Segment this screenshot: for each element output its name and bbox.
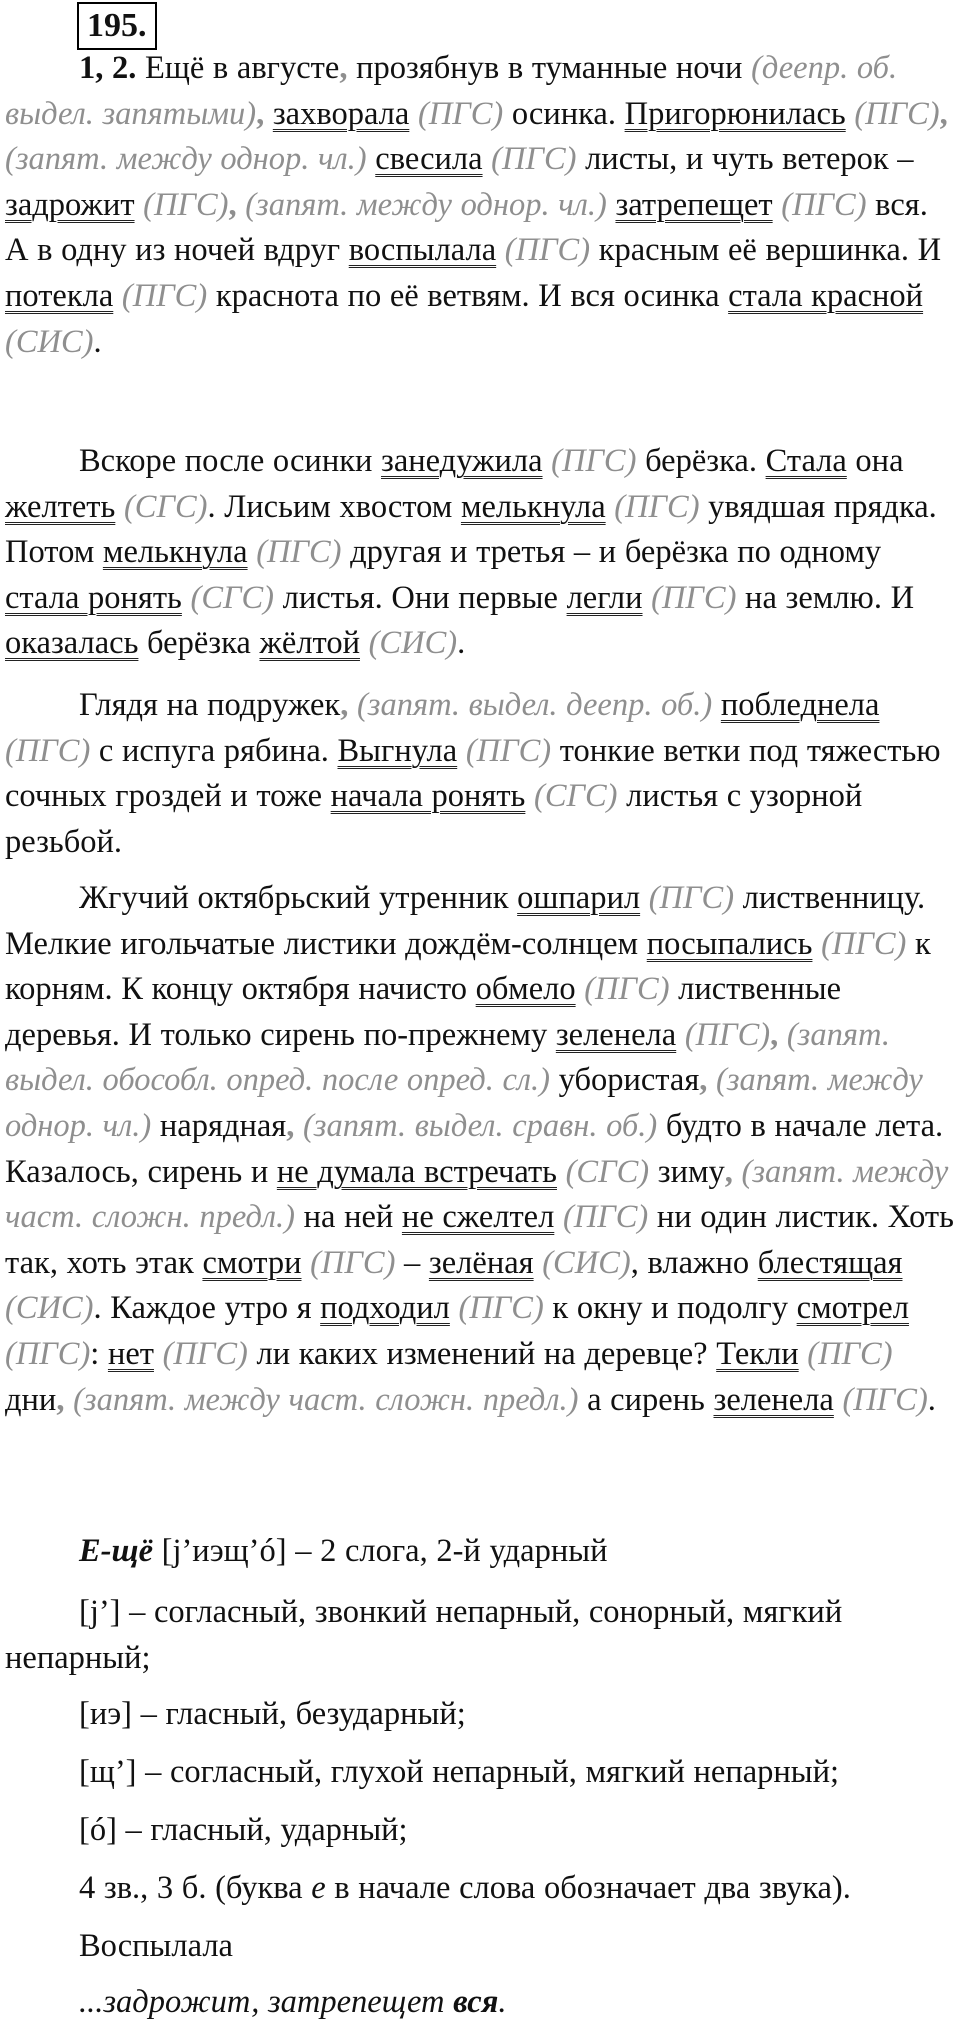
annotation: (ПГС) bbox=[562, 1199, 649, 1236]
annotation: (СГС) bbox=[190, 579, 274, 616]
predicate: Выгнула bbox=[337, 732, 458, 769]
comma-mark: , bbox=[228, 186, 237, 223]
phonetic-line-1: [j’] – согласный, звонкий непарный, сонорный, мягкий непарный; bbox=[5, 1594, 843, 1676]
exercise-number: 195. bbox=[77, 2, 157, 50]
text: лиственницу. Мелкие игольчатые листики дождём-солнцем bbox=[5, 880, 926, 962]
syllable-summary: – 2 слога, 2-й ударный bbox=[295, 1533, 608, 1569]
predicate: стала красной bbox=[728, 277, 924, 314]
text: Ещё в августе bbox=[145, 50, 340, 86]
text: : bbox=[90, 1335, 100, 1372]
phonetic-line-4: [ó] – гласный, ударный; bbox=[79, 1812, 408, 1848]
text: на ней bbox=[303, 1199, 394, 1236]
comma-mark: , bbox=[699, 1062, 708, 1099]
text: . bbox=[457, 625, 466, 662]
text: Глядя на подружек bbox=[79, 687, 341, 723]
annotation: (ПГС) bbox=[821, 925, 907, 962]
text: убористая bbox=[558, 1062, 700, 1099]
comma-mark: , bbox=[340, 687, 349, 723]
text: краснота по её ветвям. И вся осинка bbox=[215, 277, 720, 314]
text: в начале слова обозначает два звука). bbox=[334, 1870, 851, 1906]
predicate: побледнела bbox=[720, 687, 880, 723]
annotation: (запят. выдел. обособл. опред. после опред. сл.) bbox=[5, 1016, 890, 1099]
text: вся. А в одну из ночей вдруг bbox=[5, 186, 928, 269]
text: осинка. bbox=[511, 95, 616, 132]
annotation: (ПГС) bbox=[584, 971, 670, 1008]
annotation: (ПГС) bbox=[854, 95, 940, 132]
predicate: Текли bbox=[716, 1335, 799, 1372]
text: . Лисьим хвостом bbox=[207, 488, 453, 525]
annotation: (ПГС) bbox=[465, 732, 552, 769]
predicate: нет bbox=[107, 1335, 154, 1372]
text: листья с узорной резьбой. bbox=[5, 778, 863, 860]
text: берёзка bbox=[147, 625, 251, 662]
closing-line bbox=[5, 1980, 955, 2026]
annotation: (запят. выдел. деепр. об.) bbox=[356, 687, 713, 723]
text: красным её вершинка. И bbox=[598, 232, 942, 269]
annotation: (ПГС) bbox=[5, 1335, 91, 1372]
annotation: (деепр. об. выдел. запятыми) bbox=[5, 50, 898, 132]
annotation: (СИС) bbox=[5, 1290, 94, 1327]
text: другая и третья – и берёзка по одному bbox=[350, 534, 882, 571]
annotation: (СИС) bbox=[5, 323, 94, 360]
phonetic-line-2: [иэ] – гласный, безударный; bbox=[79, 1696, 466, 1732]
annotation: (запят. выдел. сравн. об.) bbox=[302, 1107, 658, 1144]
task-label: 1, 2. bbox=[79, 50, 137, 86]
text: листья. Они первые bbox=[282, 579, 558, 616]
predicate: задрожит bbox=[5, 186, 135, 223]
paragraph-1 bbox=[5, 46, 955, 365]
annotation: (ПГС) bbox=[5, 732, 91, 769]
annotation: (СИС) bbox=[368, 625, 458, 662]
text: . bbox=[927, 1381, 936, 1418]
sound-letter-count bbox=[5, 1866, 955, 1912]
text: дни bbox=[5, 1381, 57, 1418]
text: с испуга рябина. bbox=[98, 732, 329, 769]
predicate: желтеть bbox=[5, 488, 116, 525]
predicate: не думала встречать bbox=[276, 1153, 557, 1190]
predicate: начала ронять bbox=[330, 778, 526, 815]
predicate: стала ронять bbox=[5, 579, 182, 616]
text: прозябнув в туманные ночи bbox=[356, 50, 743, 86]
annotation: (ПГС) bbox=[121, 277, 208, 314]
annotation: (ПГС) bbox=[458, 1290, 544, 1327]
text: ли каких изменений на деревце? bbox=[256, 1335, 708, 1372]
text: к корням. К концу октября начисто bbox=[5, 925, 931, 1008]
text: Жгучий октябрьский утренник bbox=[79, 880, 509, 916]
comma-mark: , bbox=[770, 1016, 779, 1053]
annotation: (запят. между однор. чл.) bbox=[245, 186, 607, 223]
predicate: потекла bbox=[5, 277, 114, 314]
annotation: (ПГС) bbox=[504, 232, 591, 269]
predicate: легли bbox=[566, 579, 643, 616]
comma-mark: , bbox=[339, 50, 348, 86]
predicate: свесила bbox=[375, 141, 483, 178]
paragraph-2 bbox=[5, 439, 955, 667]
annotation: (запят. между част. сложн. предл.) bbox=[73, 1381, 579, 1418]
transcription: [j’иэщ’ó] bbox=[161, 1533, 287, 1569]
annotation: (запят. между част. сложн. предл.) bbox=[5, 1153, 949, 1236]
annotation: (запят. между однор. чл.) bbox=[5, 1062, 923, 1144]
predicate: смотрел bbox=[796, 1290, 909, 1327]
text: . Каждое утро я bbox=[93, 1290, 312, 1327]
annotation: (ПГС) bbox=[781, 186, 867, 223]
annotation: (СГС) bbox=[565, 1153, 650, 1190]
paragraph-3 bbox=[5, 683, 955, 865]
text: увядшая прядка. Потом bbox=[5, 488, 937, 571]
predicate: затрепещет bbox=[615, 186, 773, 223]
comma-mark: , bbox=[939, 95, 948, 132]
predicate: смотри bbox=[202, 1244, 302, 1281]
annotation: (ПГС) bbox=[614, 488, 700, 525]
predicate: не сжелтел bbox=[401, 1199, 555, 1236]
predicate: занедужила bbox=[381, 443, 543, 479]
predicate: посыпались bbox=[646, 925, 813, 962]
paragraph-4 bbox=[5, 876, 955, 1423]
text: . bbox=[498, 1984, 507, 2020]
extra-word: Воспылала bbox=[79, 1928, 233, 1964]
text: зиму bbox=[657, 1153, 725, 1190]
annotation: (ПГС) bbox=[162, 1335, 248, 1372]
comma-mark: , bbox=[56, 1381, 65, 1418]
text: нарядная bbox=[159, 1107, 287, 1144]
text: ни один листик. Хоть так, хоть этак bbox=[5, 1199, 954, 1281]
annotation: (ПГС) bbox=[842, 1381, 928, 1418]
predicate: обмело bbox=[475, 971, 576, 1008]
analyzed-word: Е-щё bbox=[79, 1533, 153, 1569]
phonetic-heading bbox=[5, 1529, 955, 1575]
text: листы, и чуть ветерок – bbox=[585, 141, 914, 178]
text: будто в начале лета. Казалось, сирень и bbox=[5, 1107, 944, 1190]
text: берёзка. bbox=[645, 443, 757, 479]
predicate: захворала bbox=[272, 95, 410, 132]
text: Вскоре после осинки bbox=[79, 443, 373, 479]
annotation: (запят. между однор. чл.) bbox=[5, 141, 367, 178]
predicate: подходил bbox=[320, 1290, 450, 1327]
letter: е bbox=[311, 1870, 326, 1906]
annotation: (ПГС) bbox=[648, 880, 735, 916]
text: тонкие ветки под тяжестью сочных гроздей и тоже bbox=[5, 732, 941, 815]
text: а сирень bbox=[587, 1381, 705, 1418]
predicate: Пригорюнилась bbox=[624, 95, 846, 132]
predicate: ошпарил bbox=[517, 880, 641, 916]
predicate: оказалась bbox=[5, 625, 139, 662]
text: ...задрожит, затрепещет bbox=[79, 1984, 445, 2020]
annotation: (ПГС) bbox=[651, 579, 737, 616]
annotation: (ПГС) bbox=[807, 1335, 893, 1372]
predicate: жёлтой bbox=[259, 625, 360, 662]
annotation: (СГС) bbox=[123, 488, 208, 525]
annotation: (ПГС) bbox=[256, 534, 342, 571]
text: 4 зв., 3 б. (буква bbox=[79, 1870, 303, 1906]
annotation: (ПГС) bbox=[551, 443, 637, 479]
annotation: (ПГС) bbox=[491, 141, 577, 178]
predicate: воспылала bbox=[348, 232, 497, 269]
text: на землю. И bbox=[745, 579, 915, 616]
annotation: (СГС) bbox=[534, 778, 618, 815]
predicate: зеленела bbox=[713, 1381, 834, 1418]
text: . bbox=[93, 323, 102, 360]
predicate: зеленела bbox=[555, 1016, 677, 1053]
text: она bbox=[855, 443, 904, 479]
annotation: (ПГС) bbox=[417, 95, 504, 132]
comma-mark: , bbox=[724, 1153, 733, 1190]
predicate: мелькнула bbox=[102, 534, 248, 571]
emphasis: вся bbox=[453, 1984, 499, 2020]
text: к окну и подолгу bbox=[552, 1290, 789, 1327]
annotation: (ПГС) bbox=[684, 1016, 771, 1053]
annotation: (СИС) bbox=[542, 1244, 631, 1281]
text: – bbox=[404, 1244, 421, 1281]
comma-mark: , bbox=[286, 1107, 295, 1144]
text: , влажно bbox=[630, 1244, 750, 1281]
phonetic-line-3: [щ’] – согласный, глухой непарный, мягкий непарный; bbox=[79, 1754, 840, 1790]
predicate: зелёная bbox=[428, 1244, 534, 1281]
annotation: (ПГС) bbox=[143, 186, 229, 223]
predicate: мелькнула bbox=[460, 488, 606, 525]
predicate: блестящая bbox=[757, 1244, 903, 1281]
text: лиственные деревья. И только сирень по-прежнему bbox=[5, 971, 842, 1053]
comma-mark: , bbox=[256, 95, 265, 132]
predicate: Стала bbox=[765, 443, 847, 479]
annotation: (ПГС) bbox=[310, 1244, 396, 1281]
